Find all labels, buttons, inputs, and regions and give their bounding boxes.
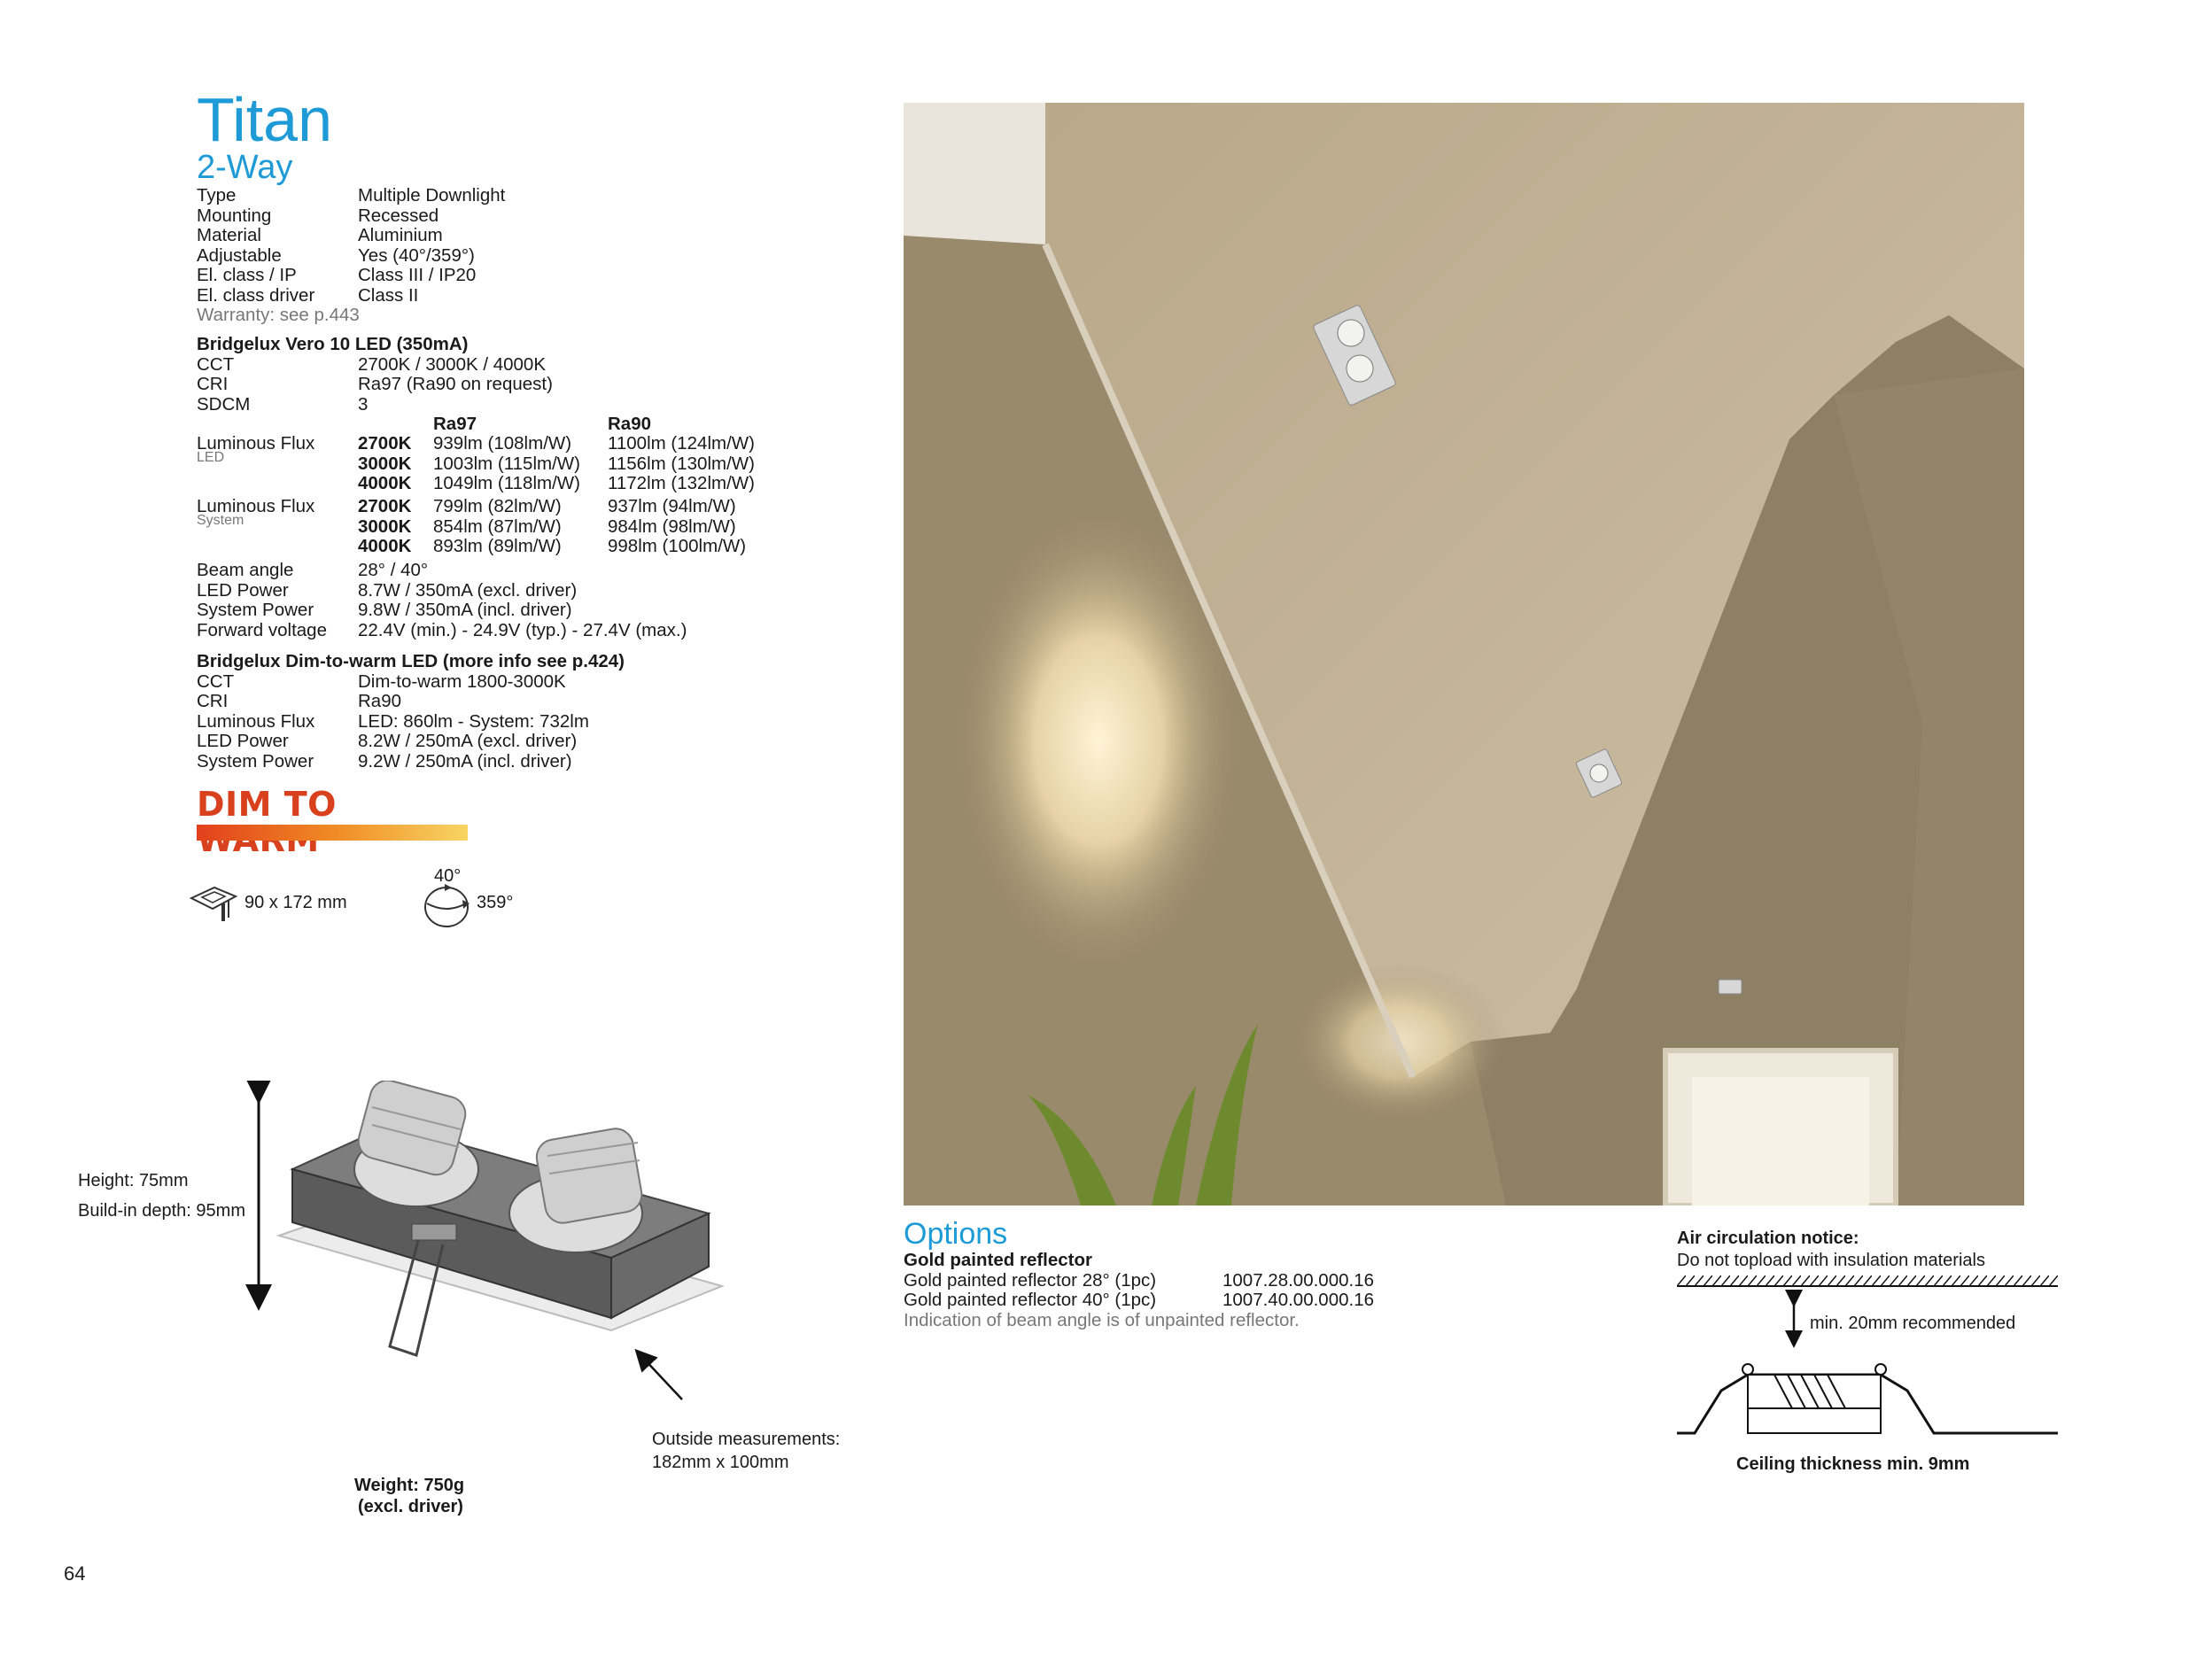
depth-label: Build-in depth: 95mm: [78, 1201, 245, 1221]
spec-row: [197, 186, 728, 206]
spec-row: [197, 226, 728, 246]
product-title: Titan: [197, 85, 333, 154]
flux-led-table: [197, 434, 817, 494]
flux-ra97: 799lm (82lm/W): [433, 496, 562, 516]
general-specs: [197, 186, 728, 326]
spec-label: System Power: [197, 750, 314, 771]
spec-value: 3: [358, 393, 369, 415]
spec-label: SDCM: [197, 393, 251, 415]
flux-system-sublabel: System: [197, 513, 244, 528]
spec-value: Recessed: [358, 205, 439, 226]
spec-value: Aluminium: [358, 225, 443, 245]
spec-value: 8.7W / 350mA (excl. driver): [358, 579, 578, 601]
col-ra90: Ra90: [608, 414, 652, 434]
spec-row: [197, 581, 817, 601]
tilt-angle: 40°: [434, 866, 462, 886]
spec-value: 9.2W / 250mA (incl. driver): [358, 750, 572, 771]
height-label: Height: 75mm: [78, 1171, 189, 1190]
dtw-specs: [197, 652, 817, 771]
flux-system-label: Luminous Flux: [197, 496, 315, 516]
spec-label: Material: [197, 225, 261, 245]
dtw-heading: Bridgelux Dim-to-warm LED (more info see p.424): [197, 651, 625, 671]
vero-specs: [197, 335, 817, 435]
spec-label: Type: [197, 185, 237, 205]
spec-value: Yes (40°/359°): [358, 244, 475, 266]
spec-value: Class II: [358, 284, 419, 306]
power-specs: [197, 561, 817, 640]
air-notice-heading: Air circulation notice:: [1677, 1229, 1859, 1248]
flux-ra90: 1172lm (132lm/W): [608, 473, 755, 493]
spec-label: LED Power: [197, 731, 289, 751]
dim-to-warm-logo-text: DIM TO: [197, 785, 337, 824]
flux-ra90: 998lm (100lm/W): [608, 536, 747, 556]
spec-value: Ra97 (Ra90 on request): [358, 374, 553, 394]
min-clearance-label: min. 20mm recommended: [1810, 1314, 2016, 1333]
flux-led-sublabel: LED: [197, 450, 225, 465]
flux-ra97: 893lm (89lm/W): [433, 536, 562, 556]
flux-ra97: 1049lm (118lm/W): [433, 473, 580, 493]
flux-row: [197, 517, 817, 538]
ceiling-thickness-label: Ceiling thickness min. 9mm: [1736, 1454, 1970, 1474]
option-code: 1007.28.00.000.16: [1222, 1269, 1374, 1291]
spec-row: [197, 355, 817, 376]
rotation-angle: 359°: [477, 893, 514, 912]
flux-row: [197, 454, 817, 475]
spec-value: 9.8W / 350mA (incl. driver): [358, 600, 572, 620]
spec-label: Forward voltage: [197, 619, 327, 640]
weight-label: Weight: 750g: [354, 1476, 465, 1495]
spec-label: El. class driver: [197, 284, 315, 306]
cutout-size: 90 x 172 mm: [244, 893, 347, 912]
spec-row: [197, 752, 817, 772]
ceiling-cutout-icon: [190, 882, 239, 926]
spec-row: [197, 246, 728, 267]
page-number: 64: [64, 1562, 86, 1585]
options-title: Options: [904, 1217, 1008, 1251]
col-ra97: Ra97: [433, 414, 477, 434]
spec-value: Ra90: [358, 691, 402, 711]
flux-ra90: 1156lm (130lm/W): [608, 453, 755, 474]
spec-row: [197, 732, 817, 752]
option-code: 1007.40.00.000.16: [1222, 1290, 1374, 1310]
options-heading: Gold painted reflector: [904, 1250, 1092, 1270]
dim-to-warm-logo: [197, 787, 468, 843]
spec-label: System Power: [197, 600, 314, 620]
warranty-note: Warranty: see p.443: [197, 305, 360, 325]
spec-row: [197, 206, 728, 227]
spec-row: [197, 395, 817, 415]
product-subtitle: 2-Way: [197, 149, 293, 186]
flux-ra97: 854lm (87lm/W): [433, 516, 562, 537]
rotation-icon: [420, 882, 473, 932]
spec-label: LED Power: [197, 579, 289, 601]
flux-ra90: 984lm (98lm/W): [608, 516, 736, 537]
air-notice-text: Do not topload with insulation materials: [1677, 1251, 1985, 1270]
installation-photo: [904, 103, 2024, 1205]
spec-value: 2700K / 3000K / 4000K: [358, 353, 547, 375]
outside-measurements-value: 182mm x 100mm: [652, 1453, 789, 1472]
flux-ra90: 1100lm (124lm/W): [608, 433, 755, 454]
flux-cct: 2700K: [358, 433, 412, 454]
options-list: [904, 1251, 1524, 1330]
spec-row: [197, 621, 817, 641]
flux-row: [197, 497, 817, 517]
flux-cct: 3000K: [358, 516, 412, 537]
spec-label: El. class / IP: [197, 265, 297, 285]
option-row: [904, 1271, 1524, 1291]
flux-row: [197, 474, 817, 494]
outside-measurements-label: Outside measurements:: [652, 1430, 841, 1449]
spec-value: 22.4V (min.) - 24.9V (typ.) - 27.4V (max.): [358, 619, 687, 640]
spec-row: [197, 561, 817, 581]
spec-row: [197, 375, 817, 395]
product-drawing: [239, 1081, 735, 1417]
spec-row: [197, 266, 728, 286]
flux-cct: 3000K: [358, 453, 412, 474]
air-circulation-diagram: [1677, 1275, 2058, 1444]
spec-value: 28° / 40°: [358, 560, 429, 580]
spec-label: Beam angle: [197, 560, 294, 580]
option-name: Gold painted reflector 40° (1pc): [904, 1290, 1157, 1310]
flux-column-headers: [197, 415, 817, 435]
spec-label: Mounting: [197, 205, 272, 226]
spec-label: CRI: [197, 374, 229, 394]
flux-ra97: 939lm (108lm/W): [433, 433, 572, 454]
spec-label: Adjustable: [197, 244, 282, 266]
spec-value: Dim-to-warm 1800-3000K: [358, 671, 566, 692]
flux-system-table: [197, 497, 817, 557]
spec-row: [197, 601, 817, 621]
spec-row: [197, 286, 728, 306]
vero-heading: Bridgelux Vero 10 LED (350mA): [197, 334, 469, 354]
spec-value: Multiple Downlight: [358, 185, 506, 205]
options-note: Indication of beam angle is of unpainted reflector.: [904, 1309, 1300, 1330]
flux-ra97: 1003lm (115lm/W): [433, 453, 580, 474]
flux-ra90: 937lm (94lm/W): [608, 496, 736, 516]
flux-cct: 4000K: [358, 536, 412, 556]
flux-row: [197, 434, 817, 454]
flux-cct: 2700K: [358, 496, 412, 516]
flux-cct: 4000K: [358, 473, 412, 493]
spec-label: CCT: [197, 353, 235, 375]
spec-row: [197, 672, 817, 693]
spec-label: CRI: [197, 691, 229, 711]
dim-to-warm-gradient-bar: [197, 825, 468, 841]
flux-row: [197, 537, 817, 557]
spec-label: CCT: [197, 671, 235, 692]
spec-value: LED: 860lm - System: 732lm: [358, 710, 589, 732]
spec-row: [197, 712, 817, 733]
flux-led-label: Luminous Flux: [197, 433, 315, 454]
spec-value: Class III / IP20: [358, 265, 477, 285]
weight-note: (excl. driver): [358, 1497, 463, 1516]
spec-row: [197, 692, 817, 712]
option-name: Gold painted reflector 28° (1pc): [904, 1269, 1157, 1291]
spec-label: Luminous Flux: [197, 710, 315, 732]
option-row: [904, 1291, 1524, 1311]
spec-value: 8.2W / 250mA (excl. driver): [358, 731, 578, 751]
